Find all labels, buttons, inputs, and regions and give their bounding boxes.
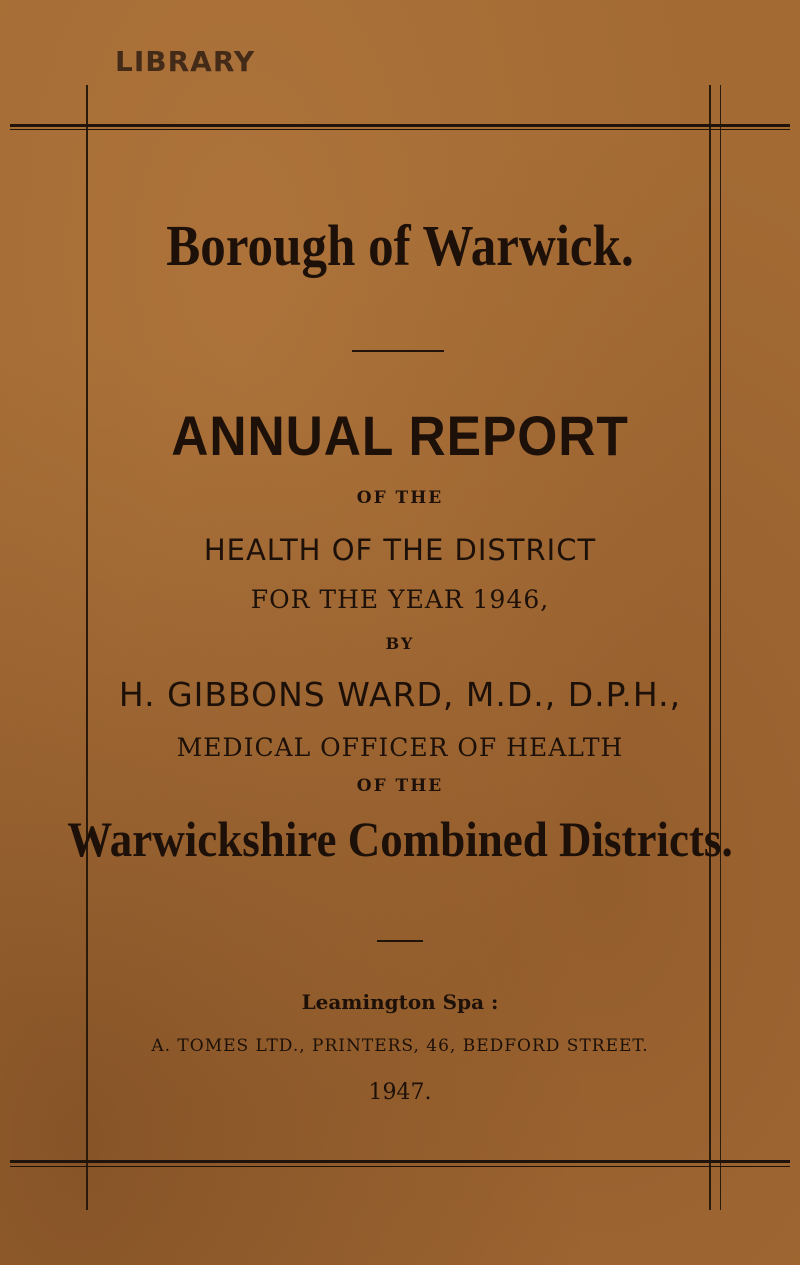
author-position: MEDICAL OFFICER OF HEALTH <box>176 733 624 762</box>
imprint-year: 1947. <box>368 1080 432 1105</box>
bottom-rule-thin <box>10 1166 790 1167</box>
report-period: FOR THE YEAR 1946, <box>250 585 550 614</box>
of-the-line: OF THE <box>356 488 444 508</box>
report-title: ANNUAL REPORT <box>171 404 629 467</box>
bottom-rule <box>10 1160 790 1163</box>
divider-rule-upper <box>352 350 444 352</box>
top-rule <box>10 124 790 127</box>
imprint-printer: A. TOMES LTD., PRINTERS, 46, BEDFORD STREET. <box>151 1036 649 1056</box>
library-stamp: LIBRARY <box>115 45 256 78</box>
top-rule-thin <box>10 129 790 130</box>
imprint-place: Leamington Spa : <box>301 990 499 1014</box>
divider-rule-lower <box>377 940 423 942</box>
author-name: H. GIBBONS WARD, M.D., D.P.H., <box>118 675 682 714</box>
borough-title: Borough of Warwick. <box>166 213 634 278</box>
of-the-line-2: OF THE <box>356 776 444 796</box>
report-subject: HEALTH OF THE DISTRICT <box>203 533 597 567</box>
by-line: BY <box>385 634 415 653</box>
authority-name: Warwickshire Combined Districts. <box>67 811 733 867</box>
